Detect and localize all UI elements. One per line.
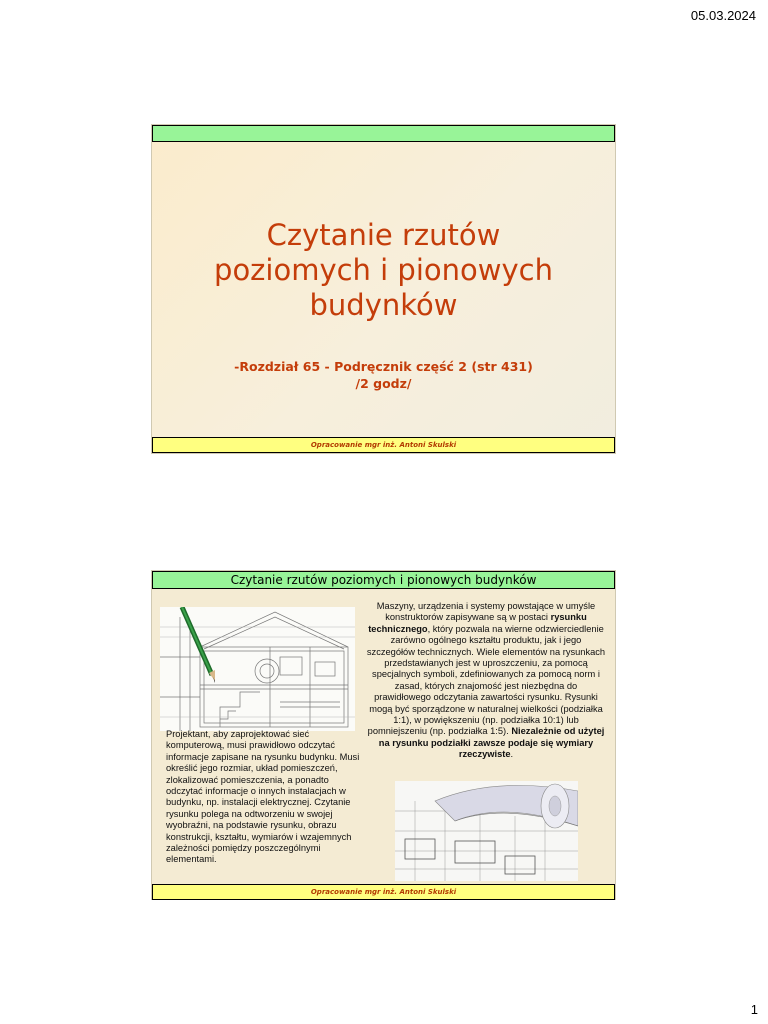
right-text-p2: , który pozwala na wierne odzwierciedlenie zarówno ogólnego kształtu produktu, jak i jego szczegółów technicznych. Wiele elementów na rysunkach przedstawianych jest w uproszczeniu, za pomocą specjalnych symboli, zdefiniowanych za pomocą norm i zasad, których znajomość jest niezbędna do prawidłowego odczytania zawartości rysunku. Rysunki mogą być sporządzone w naturalnej wielkości (podziałka 1:1), w powiększeniu (np. podziałka 10:1) lub pomniejszeniu (np. podziałka 1:5). bbox=[366, 623, 606, 737]
right-text-p3: . bbox=[510, 749, 514, 760]
slide-1-title bbox=[162, 218, 605, 323]
right-text-bold-2: Niezależnie od użytej na rysunku podziałki zawsze podaje się wymiary rzeczywiste bbox=[378, 726, 605, 760]
slide-2-left-text: Projektant, aby zaprojektować sieć komputerową, musi prawidłowo odczytać informacje zapisane na rysunku budynku. Musi określić jego rozmiar, układ pomieszczeń, zlokalizować pomieszczenia, a ponadto odczytać informacje o innych instalacjach w budynku, np. instalacji elektrycznej. Czytanie rysunku polega na odtworzeniu w swojej wyobraźni, na podstawie rysunku, obrazu konstrukcji, kształtu, wymiarów i wzajemnych zależności pomiędzy poszczególnymi elementami. bbox=[166, 729, 360, 865]
slide-2-header: Czytanie rzutów poziomych i pionowych budynków bbox=[152, 571, 615, 589]
slide-2-footer: Opracowanie mgr inż. Antoni Skulski bbox=[152, 884, 615, 900]
page-date: 05.03.2024 bbox=[690, 8, 756, 23]
slide-1-subtitle bbox=[162, 358, 605, 392]
drawing-rolls-image bbox=[395, 781, 578, 881]
title-line-2: poziomych i pionowych bbox=[214, 253, 553, 287]
slide-2-right-text bbox=[366, 601, 606, 761]
subtitle-line-2: /2 godz/ bbox=[355, 376, 412, 391]
page-number: 1 bbox=[750, 1002, 758, 1017]
blueprint-image bbox=[160, 607, 355, 731]
slide-1 bbox=[151, 124, 616, 454]
title-line-3: budynków bbox=[309, 288, 458, 322]
subtitle-line-1: -Rozdział 65 - Podręcznik część 2 (str 431) bbox=[234, 359, 533, 374]
right-text-p1: Maszyny, urządzenia i systemy powstające w umyśle konstruktorów zapisywane są w postaci bbox=[376, 601, 596, 623]
slide-1-footer: Opracowanie mgr inż. Antoni Skulski bbox=[152, 437, 615, 453]
drawing-rolls bbox=[395, 781, 578, 881]
slide-2 bbox=[151, 570, 616, 900]
slide-1-top-bar bbox=[152, 125, 615, 142]
title-line-1: Czytanie rzutów bbox=[266, 218, 501, 252]
right-text-bold-1: rysunku technicznego bbox=[368, 612, 587, 634]
blueprint-drawing bbox=[160, 607, 355, 731]
